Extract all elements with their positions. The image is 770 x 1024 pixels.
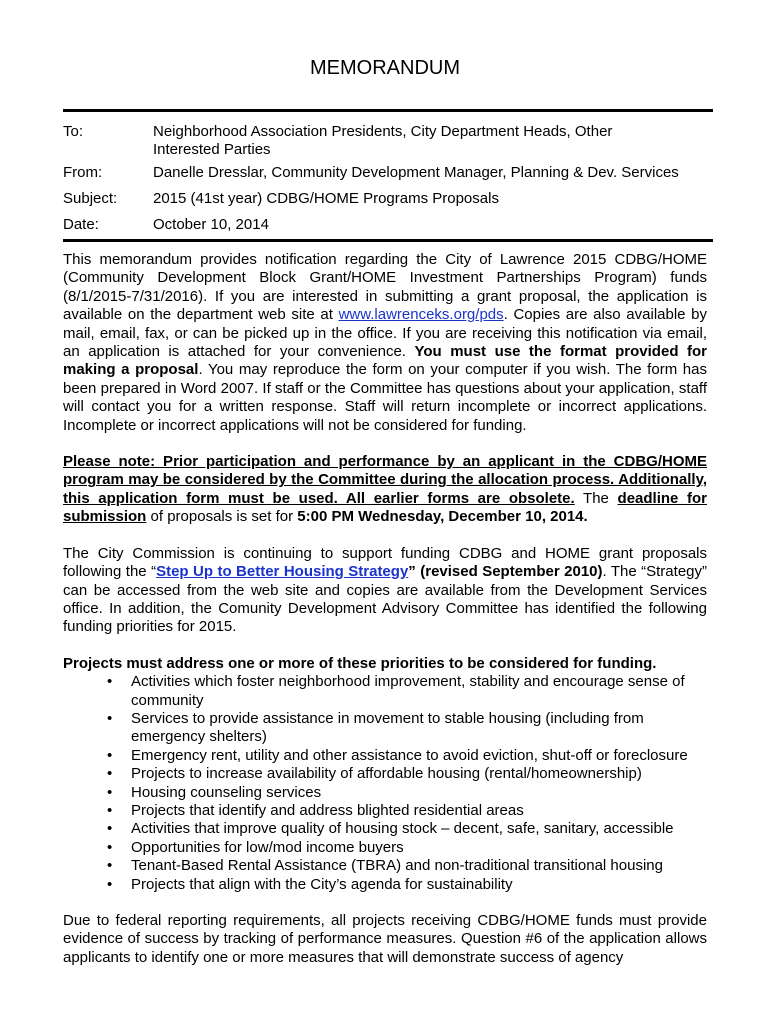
list-item: • Opportunities for low/mod income buyers: [107, 838, 404, 856]
to-value: [153, 123, 713, 159]
header-bottom-rule: [63, 239, 713, 242]
from-label: From:: [63, 164, 103, 181]
header-top-rule: [63, 109, 713, 112]
list-item: • Projects that align with the City’s agenda for sustainability: [107, 875, 513, 893]
from-value: Danelle Dresslar, Community Development Manager, Planning & Dev. Services: [153, 164, 679, 181]
strategy-link[interactable]: Step Up to Better Housing Strategy: [156, 563, 409, 581]
strategy-paragraph: [63, 545, 707, 637]
list-item: • Tenant-Based Rental Assistance (TBRA) and non-traditional transitional housing: [107, 857, 663, 875]
website-link[interactable]: www.lawrenceks.org/pds: [338, 306, 504, 324]
deadline-label: deadline for submission: [63, 489, 708, 526]
bullet-icon: •: [107, 783, 113, 801]
bullet-icon: •: [107, 801, 113, 819]
strategy-revised: ” (revised September 2010): [408, 563, 603, 581]
bullet-icon: •: [107, 838, 113, 856]
intro-text-c: . You may reproduce the form on your computer if you wish. The form has been prepared in Word 2007. If staff or the Committee has questions about your application, staff will contact you for a written response. Staff will return incomplete or incorrect applications. Incomplete or incorrect applications will not be considered for funding.: [63, 361, 707, 434]
page-title: MEMORANDUM: [310, 57, 460, 79]
bullet-icon: •: [107, 765, 113, 783]
list-item: • Activities which foster neighborhood improvement, stability and encourage sense of community: [107, 673, 685, 709]
to-value-line2: Interested Parties: [153, 141, 271, 158]
date-value: October 10, 2014: [153, 216, 269, 233]
list-item: • Services to provide assistance in movement to stable housing (including from emergency shelters): [107, 709, 644, 746]
note-paragraph: [63, 453, 707, 527]
list-item: • Housing counseling services: [107, 783, 322, 801]
reporting-paragraph: Due to federal reporting requirements, all projects receiving CDBG/HOME funds must provide evidence of success by tracking of performance measures. Question #6 of the application allows applicants to identify one or more measures that will demonstrate success of agency: [63, 912, 707, 966]
priorities-list: [63, 673, 707, 894]
bullet-icon: •: [107, 857, 113, 875]
bullet-icon: •: [107, 875, 113, 893]
format-requirement: You must use the format provided for making a proposal: [63, 343, 707, 379]
list-item: • Projects to increase availability of affordable housing (rental/homeownership): [107, 765, 642, 783]
subject-value: 2015 (41st year) CDBG/HOME Programs Proposals: [153, 190, 499, 207]
strategy-text-a: The City Commission is continuing to support funding CDBG and HOME grant proposals following the “: [63, 544, 707, 581]
bullet-icon: •: [107, 673, 113, 691]
intro-text-a: This memorandum provides notification regarding the City of Lawrence 2015 CDBG/HOME (Community Development Block Grant/HOME Investment Partnerships Program) funds (8/1/2015-7/31/2016). If you are interested in submitting a grant proposal, the application is available on the department web site at: [63, 251, 707, 324]
please-note: Please note: Prior participation and performance by an applicant in the CDBG/HOME program may be considered by the Committee during the allocation process. Additionally, this application form must be used. All earlier forms are obsolete.: [63, 453, 707, 507]
intro-text-b: . Copies are also available by mail, email, fax, or can be picked up in the office. If you are receiving this notification via email, an application is attached for your convenience.: [63, 306, 708, 361]
bullet-icon: •: [107, 820, 113, 838]
memo-body: [63, 251, 707, 967]
priorities-heading: Projects must address one or more of these priorities to be considered for funding.: [63, 654, 657, 672]
deadline-date: 5:00 PM Wednesday, December 10, 2014.: [297, 508, 588, 526]
strategy-text-c: . The “Strategy” can be accessed from the web site and copies are available from the Development Services office. In addition, the Comunity Development Advisory Committee has identified the following funding priorities for 2015.: [63, 563, 707, 636]
list-item: • Emergency rent, utility and other assistance to avoid eviction, shut-off or foreclosure: [107, 746, 688, 764]
to-label: To:: [63, 123, 84, 140]
intro-paragraph: [63, 251, 707, 435]
list-item: • Projects that identify and address blighted residential areas: [107, 801, 524, 819]
to-value-line1: Neighborhood Association Presidents, City Department Heads, Other: [153, 123, 613, 140]
bullet-icon: •: [107, 709, 113, 727]
to-row: [63, 123, 713, 159]
note-text-b: of proposals is set for: [146, 508, 298, 526]
subject-label: Subject:: [63, 190, 118, 207]
date-label: Date:: [63, 216, 99, 233]
note-text-a: The: [574, 489, 618, 507]
list-item: • Activities that improve quality of housing stock – decent, safe, sanitary, accessible: [107, 820, 674, 838]
bullet-icon: •: [107, 746, 113, 764]
